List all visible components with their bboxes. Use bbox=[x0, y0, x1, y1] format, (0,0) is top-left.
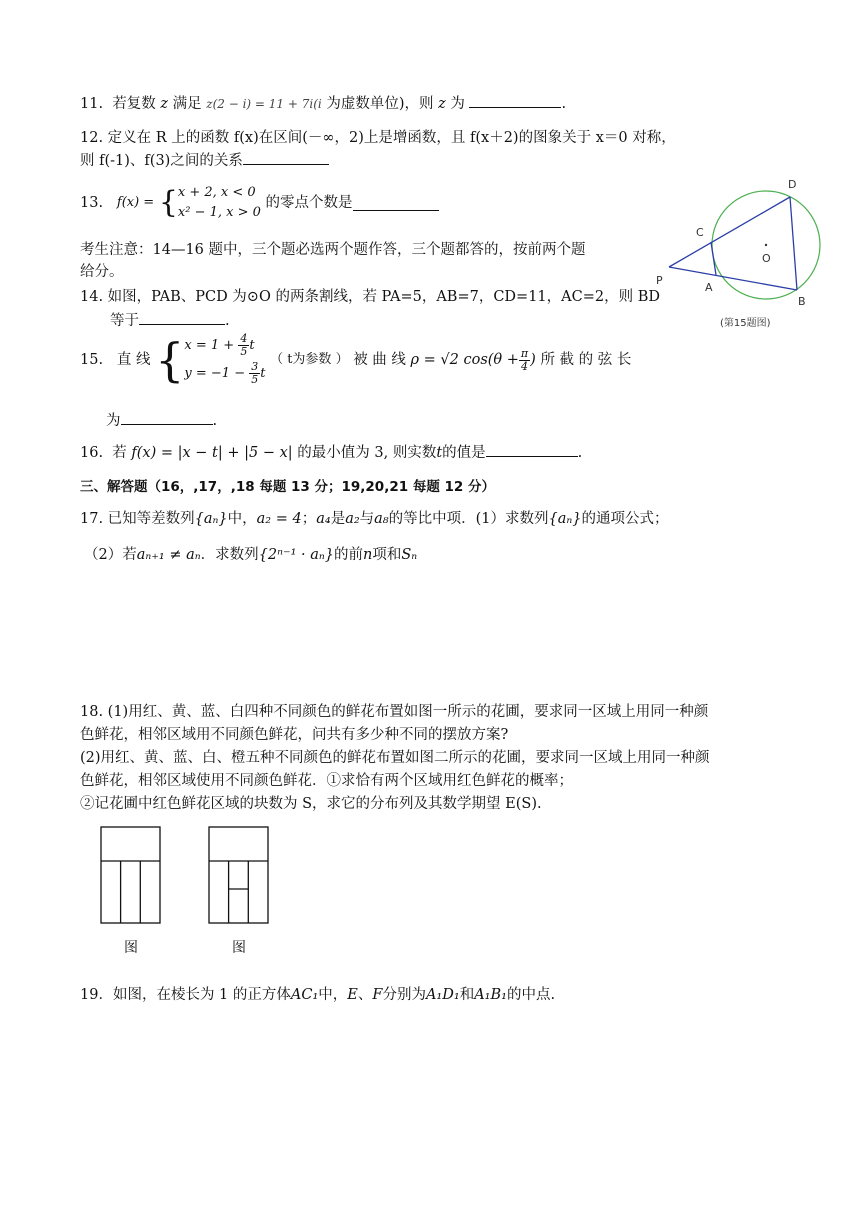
label-b: B bbox=[798, 295, 806, 308]
question-17-line2: （2）若aₙ₊₁ ≠ aₙ．求数列{2ⁿ⁻¹ · aₙ}的前n项和Sₙ bbox=[84, 547, 418, 563]
question-19: 19．如图，在棱长为 1 的正方体AC₁中，E、F分别为A₁D₁和A₁B₁的中点. bbox=[80, 987, 556, 1003]
label-a: A bbox=[705, 281, 713, 294]
label-d: D bbox=[788, 178, 797, 191]
answer-blank-11[interactable] bbox=[469, 93, 561, 108]
label-c: C bbox=[696, 226, 704, 239]
answer-blank-12[interactable] bbox=[243, 150, 329, 165]
label-o: O bbox=[762, 252, 771, 265]
figure-1-caption: 图 bbox=[124, 940, 138, 956]
flowerbed-figure-1 bbox=[100, 826, 162, 926]
secant-pb bbox=[669, 267, 797, 290]
answer-blank-13[interactable] bbox=[353, 196, 439, 211]
notice-line1: 考生注意：14—16 题中，三个题必选两个题作答，三个题都答的，按前两个题 bbox=[80, 242, 586, 258]
q16-formula: f(x) = |x − t| + |5 − x| bbox=[131, 445, 293, 461]
notice-line2: 给分。 bbox=[80, 264, 124, 280]
question-18-line4: 色鲜花，相邻区域使用不同颜色鲜花．①求恰有两个区域用红色鲜花的概率； bbox=[80, 773, 573, 789]
question-12-line1: 12. 定义在 R 上的函数 f(x)在区间(－∞，2)上是增函数，且 f(x＋2)的图象关于 x＝0 对称， bbox=[80, 130, 676, 146]
flowerbed-figure-2 bbox=[208, 826, 270, 926]
question-11: 11. 若复数 z 满足 z(2 − i) = 11 + 7i(i 为虚数单位)，则 z 为 . bbox=[80, 93, 566, 114]
question-15: 15. 直 线 { x = 1 + $\frac{4}{5}$ t y = −1 − $\frac{3}{5}$ t （ t为参数 ） 被 曲 线 ρ = √2 cos(θ + $\frac{\pi}{4}$ ) 所 截 的 弦 长 bbox=[80, 332, 632, 387]
question-13: 13. f(x) = { x + 2, x < 0 x² − 1, x > 0 的零点个数是 bbox=[80, 183, 439, 223]
answer-blank-14[interactable] bbox=[139, 310, 225, 325]
question-16: 16. 若 f(x) = |x − t| + |5 − x| 的最小值为 3, 则实数t的值是 . bbox=[80, 442, 582, 463]
question-14-line1: 14. 如图，PAB、PCD 为⊙O 的两条割线，若 PA=5，AB=7，CD=11，AC=2，则 BD bbox=[80, 289, 660, 305]
question-12-line2: 则 f(-1)、f(3)之间的关系 bbox=[80, 150, 329, 171]
q15-curve: ρ = √2 cos(θ + $\frac{\pi}{4}$ ) bbox=[410, 346, 536, 373]
label-p: P bbox=[656, 274, 663, 287]
q15-param-system: x = 1 + $\frac{4}{5}$ t y = −1 − $\frac{3}{5}$ t bbox=[184, 332, 266, 386]
q11-formula: z(2 − i) = 11 + 7i(i bbox=[206, 97, 322, 111]
question-17-line1: 17. 已知等差数列{aₙ}中，a₂ = 4；a₄是a₂与a₈的等比中项．(1）求数列{aₙ}的通项公式； bbox=[80, 511, 669, 527]
question-15-line2: 为 . bbox=[106, 410, 217, 431]
question-18-line5: ②记花圃中红色鲜花区域的块数为 S，求它的分布列及其数学期望 E(S). bbox=[80, 796, 542, 812]
figure-2-caption: 图 bbox=[232, 940, 246, 956]
secant-circle-figure bbox=[650, 172, 835, 332]
secant-pd bbox=[669, 197, 790, 267]
center-dot bbox=[765, 244, 767, 246]
question-14-line2: 等于 . bbox=[110, 310, 230, 331]
chord-ca bbox=[711, 242, 716, 275]
figure-caption: (第15题图) bbox=[720, 318, 771, 329]
chord-db bbox=[790, 197, 797, 290]
answer-blank-15[interactable] bbox=[121, 410, 213, 425]
question-18-line2: 色鲜花，相邻区域用不同颜色鲜花，问共有多少种不同的摆放方案? bbox=[80, 727, 509, 743]
q13-cases: x + 2, x < 0 x² − 1, x > 0 bbox=[177, 185, 261, 220]
question-18-line3: (2)用红、黄、蓝、白、橙五种不同颜色的鲜花布置如图二所示的花圃，要求同一区域上用同一种颜 bbox=[80, 750, 710, 766]
answer-blank-16[interactable] bbox=[486, 442, 578, 457]
question-18-line1: 18. (1)用红、黄、蓝、白四种不同颜色的鲜花布置如图一所示的花圃，要求同一区域上用同一种颜 bbox=[80, 704, 709, 720]
section-3-header: 三、解答题（16，,17，,18 每题 13 分；19,20,21 每题 12 分） bbox=[80, 479, 496, 495]
